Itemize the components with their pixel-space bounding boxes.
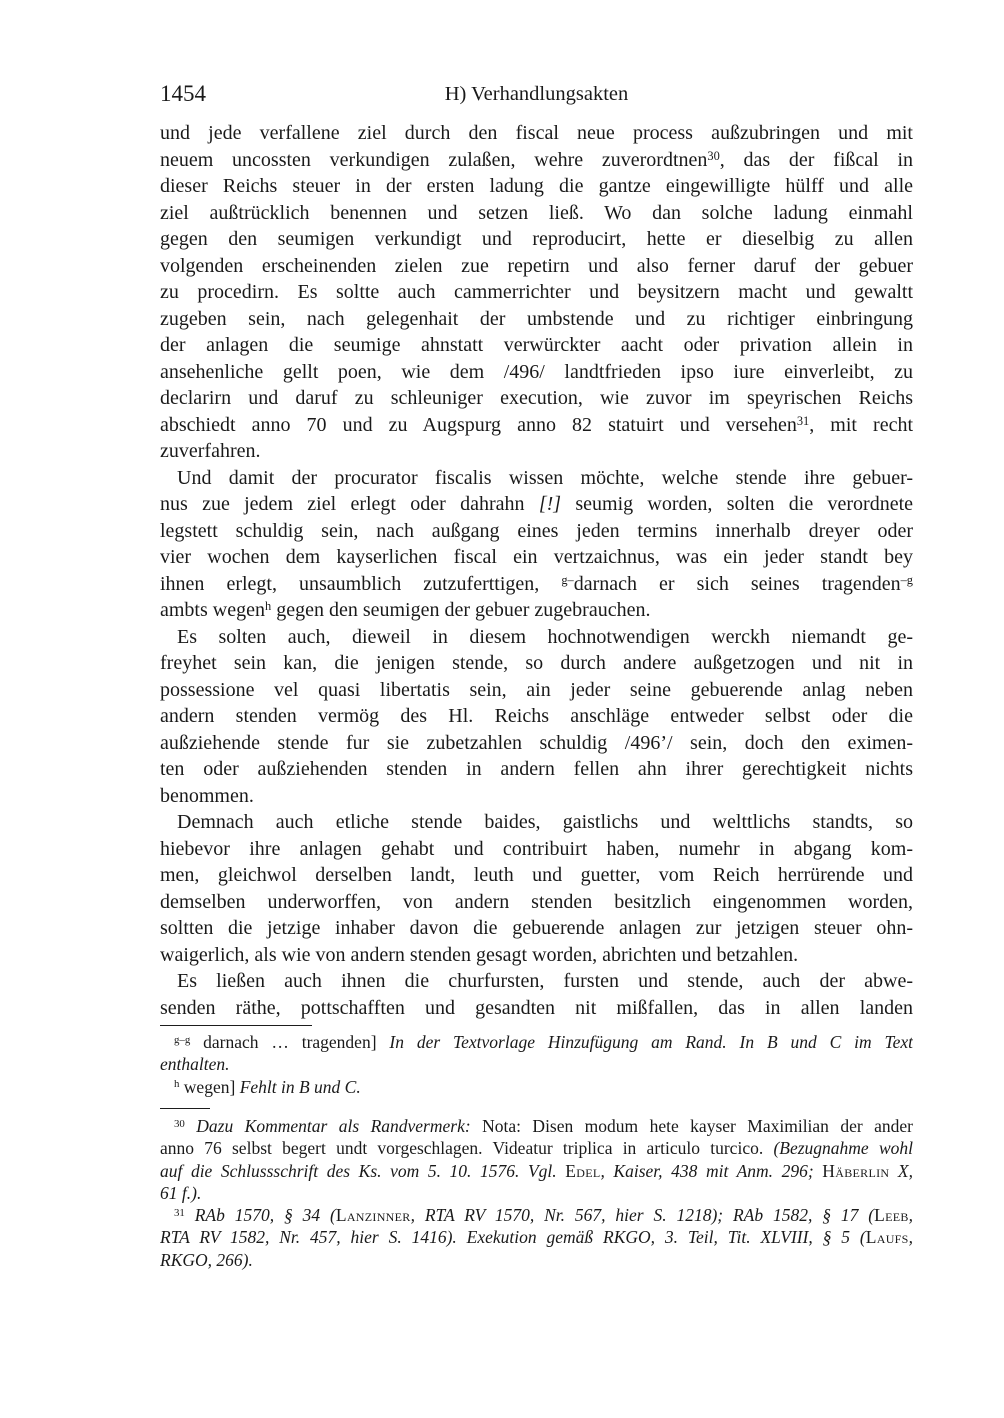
text-segment: Edel (565, 1160, 601, 1181)
text-segment: Es ließen auch ihnen die churfursten, fursten und stende, auch der abwe- (177, 970, 913, 992)
text-line (160, 862, 913, 889)
text-line (160, 200, 913, 227)
text-segment: , mit recht (809, 413, 913, 436)
text-line (160, 836, 913, 863)
text-segment: X, (889, 1160, 913, 1181)
text-segment: Und damit der procurator fiscalis wissen möchte, welche stende ihre gebuer- (177, 466, 913, 489)
footnotes (160, 1115, 913, 1271)
footnote-reference: g–g (174, 1033, 191, 1046)
text-segment: men, gleichwol derselben landt, leuth und guetter, vom Reich herrürende und (160, 864, 913, 886)
text-line (160, 438, 913, 465)
text-segment: senden räthe, pottschafften und gesandten nit mißfallen, das in allen landen (160, 996, 913, 1019)
text-line (160, 385, 913, 412)
text-segment: legstett schuldig sein, nach außgang eines jeden termins innerhalb dreyer oder (160, 519, 913, 542)
text-line (160, 226, 913, 253)
text-segment: Nota: Disen modum hete kayser Maximilian der ander (470, 1116, 913, 1136)
page-number: 1454 (160, 81, 206, 106)
text-line (160, 677, 913, 704)
text-segment: , RTA RV 1570, Nr. 567, hier S. 1218); RAb 1582, § 17 ( (410, 1205, 875, 1226)
text-line (160, 571, 913, 598)
text-segment: enthalten. (160, 1054, 230, 1075)
text-segment: , Kaiser, 438 mit Anm. 296; (600, 1160, 823, 1181)
apparatus-rule (160, 1025, 312, 1026)
text-line (160, 306, 913, 333)
text-line (160, 412, 913, 439)
text-segment: zu procedirn. Es soltte auch cammerrichter und beysitzern macht und gewaltt (160, 281, 913, 303)
text-segment: und jede verfallene ziel durch den fiscal neue process außzubringen und mit (160, 122, 913, 144)
text-segment: andern stenden vermög des Hl. Reichs anschläge entweder selbst oder die (160, 705, 913, 727)
footnote-reference: 31 (174, 1206, 185, 1219)
footnote-reference: –g (900, 572, 913, 587)
text-segment: Demnach auch etliche stende baides, gaistlichs und welttlichs standts, so (177, 811, 913, 833)
text-segment: gegen den seumigen verkundigt und reproducirt, hette er dieselbig zu allen (160, 228, 913, 250)
text-segment: (Bezugnahme wohl (773, 1138, 913, 1159)
text-segment: , (908, 1227, 913, 1248)
text-line (160, 809, 913, 836)
text-segment: darnach er sich seines tragenden (573, 572, 901, 595)
text-segment: wegen] (179, 1076, 240, 1097)
text-segment: abschiedt anno 70 und zu Augspurg anno 82 statuirt und versehen (160, 413, 797, 436)
text-line (160, 359, 913, 386)
text-segment: , das der fißcal in (719, 148, 913, 171)
text-line (160, 995, 913, 1022)
text-segment: demselben underworffen, von andern stenden besitzlich eingenommen worden, (160, 890, 913, 913)
text-segment: RAb 1570, § 34 ( (194, 1205, 336, 1226)
text-segment: der anlagen die seumige ahnstatt verwürckter aacht oder privation allein in (160, 334, 913, 356)
text-segment: Fehlt in B und C. (239, 1076, 361, 1097)
text-segment: hiebevor ihre anlagen gehabt und contribuirt haben, numehr in abgang kom- (160, 837, 913, 860)
text-line (160, 968, 913, 995)
text-line (160, 730, 913, 757)
text-line (160, 783, 913, 810)
running-head: H) Verhandlungsakten (444, 83, 629, 105)
text-line (160, 147, 913, 174)
footnote-rule (160, 1108, 210, 1109)
text-segment: ihnen erlegt, unsaumblich zutzuferttigen, (160, 572, 562, 595)
text-segment: declarirn und daruf zu schleuniger execution, wie zuvor im speyrischen Reichs (160, 387, 913, 409)
text-segment: freyhet sein kan, die jenigen stende, so durch andere außgetzogen und nit in (160, 652, 913, 674)
text-segment: ziel außtrücklich benennen und setzen ließ. Wo dan solche ladung einmahl (160, 201, 913, 224)
text-line (160, 332, 913, 359)
text-line (160, 1076, 913, 1098)
text-line (160, 1204, 913, 1226)
footnote-reference: 30 (174, 1117, 185, 1130)
text-line (160, 173, 913, 200)
text-line (160, 120, 913, 147)
text-segment: ansehenliche gellt poen, wie dem /496/ landtfrieden ipso iure einverleibt, zu (160, 360, 913, 383)
text-segment: Häberlin (822, 1160, 890, 1181)
text-segment: ambts wegen (160, 599, 265, 621)
text-segment: Es solten auch, dieweil in diesem hochnotwendigen werckh niemandt ge- (177, 625, 913, 648)
text-segment: zuverfahren. (160, 440, 261, 462)
text-segment: außziehende stende fur sie zubetzahlen schuldig /496’/ sein, doch den eximen- (160, 731, 913, 754)
text-segment: dieser Reichs steuer in der ersten ladung die gantze eingewilligte hülff und alle (160, 175, 913, 197)
text-segment: ten oder außziehenden stenden in andern fellen ahn ihrer gerechtigkeit nichts (160, 758, 913, 780)
text-line (160, 1115, 913, 1137)
text-segment: auf die Schlussschrift des Ks. vom 5. 10. 1576. Vgl. (160, 1160, 566, 1181)
footnote-reference: 30 (707, 148, 720, 163)
text-line (160, 650, 913, 677)
text-line (160, 597, 913, 624)
text-line (160, 491, 913, 518)
text-segment: waigerlich, als wie von andern stenden gesagt worden, abrichten und betzahlen. (160, 943, 799, 966)
text-line (160, 465, 913, 492)
text-line (160, 942, 913, 969)
text-segment: In der Textvorlage Hinzufügung am Rand. In B und C im Text (389, 1032, 913, 1052)
text-segment: Lanzinner (335, 1205, 411, 1226)
text-segment: neuem uncossten verkundigen zulaßen, wehre zuverordtnen (160, 148, 708, 171)
text-segment: volgenden erscheinenden zielen zue repetirn und also ferner daruf der gebuer (160, 254, 913, 277)
text-segment: seumig worden, solten die verordnete (561, 493, 913, 515)
text-line (160, 703, 913, 730)
text-segment: vier wochen dem kayserlichen fiscal ein vertzaichnus, was ein jeder standt bey (160, 546, 913, 568)
text-line (160, 1226, 913, 1248)
text-line (160, 1249, 913, 1271)
text-line (160, 518, 913, 545)
text-segment: darnach … tragenden] (190, 1032, 390, 1052)
text-segment: RTA RV 1582, Nr. 457, hier S. 1416). Exekution gemäß RKGO, 3. Teil, Tit. XLVIII, § 5 ( (160, 1227, 866, 1248)
text-segment: benommen. (160, 784, 254, 807)
text-segment (185, 1116, 196, 1136)
text-segment: RKGO, 266). (160, 1249, 253, 1270)
text-segment: Dazu Kommentar als Randvermerk: (196, 1116, 471, 1136)
text-segment: anno 76 selbst begert undt vorgeschlagen. Videatur triplica in articulo turcico. (160, 1138, 774, 1159)
text-segment: possessione vel quasi libertatis sein, ain jeder seine gebuerende anlag neben (160, 678, 913, 701)
text-segment: 61 f.). (160, 1182, 202, 1203)
footnote-reference: h (174, 1078, 180, 1091)
text-line (160, 1031, 913, 1053)
text-segment: nus zue jedem ziel erlegt oder dahrahn (160, 493, 539, 515)
text-segment: zugeben sein, nach gelegenhait der umbstende und zu richtiger einbringung (160, 307, 913, 330)
text-segment (185, 1205, 195, 1225)
page-header (160, 80, 913, 110)
text-line (160, 1137, 913, 1159)
text-line (160, 756, 913, 783)
text-segment: , (908, 1205, 913, 1226)
text-line (160, 279, 913, 306)
text-line (160, 1053, 913, 1075)
footnote-reference: h (264, 599, 272, 614)
footnote-reference: 31 (796, 413, 810, 428)
text-line (160, 624, 913, 651)
text-line (160, 1160, 913, 1182)
text-segment: soltten die jetzige inhaber davon die gebuerende anlagen zur jetzigen steuer ohn- (160, 917, 913, 939)
text-line (160, 544, 913, 571)
text-line (160, 915, 913, 942)
text-segment: Leeb (874, 1205, 909, 1226)
text-line (160, 253, 913, 280)
text-line (160, 1182, 913, 1204)
text-line (160, 889, 913, 916)
text-segment: gegen den seumigen der gebuer zugebrauchen. (271, 599, 651, 621)
footnote-reference: g– (561, 572, 574, 587)
apparatus-notes (160, 1031, 913, 1098)
text-segment: [!] (538, 493, 562, 515)
body-text (160, 120, 913, 1021)
text-segment: Laufs (865, 1227, 909, 1248)
